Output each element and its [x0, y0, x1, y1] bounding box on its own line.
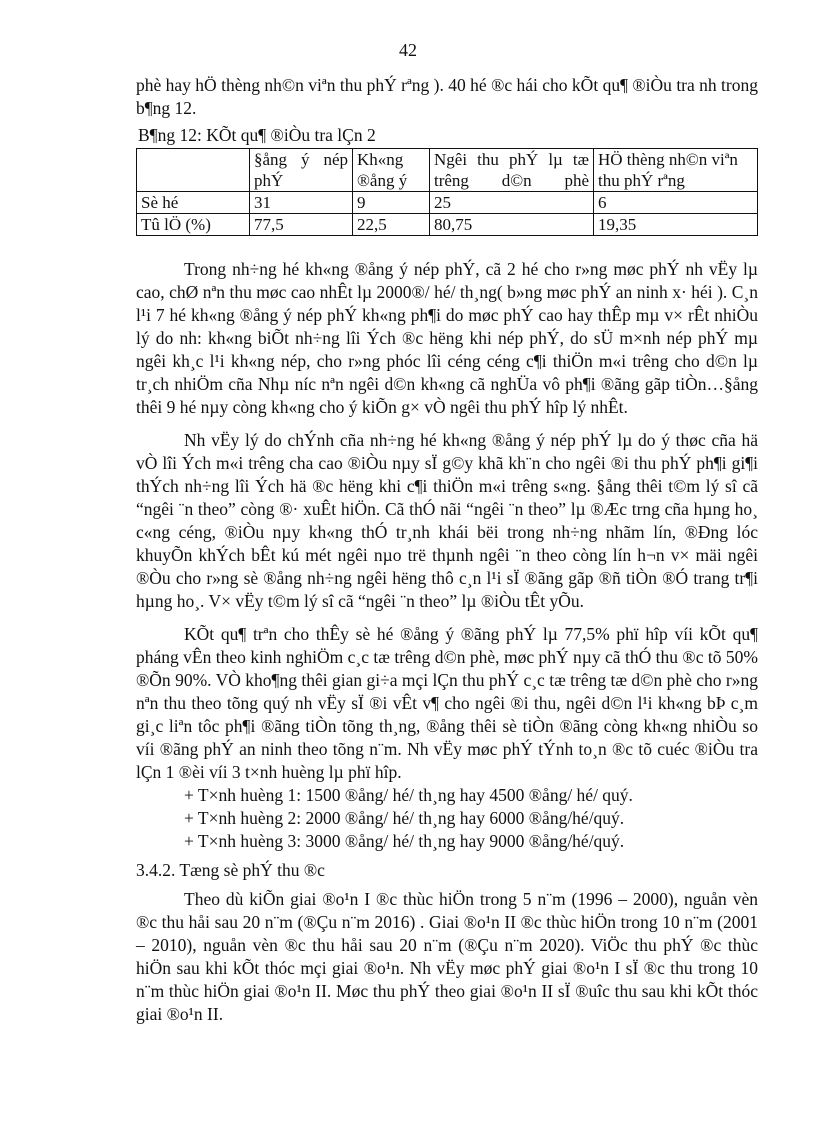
- table-cell: 6: [594, 192, 758, 214]
- table-cell: Tû lÖ (%): [137, 214, 250, 236]
- table-cell: 80,75: [430, 214, 594, 236]
- table-header-cell: Kh«ng ®ång ý: [353, 149, 430, 192]
- table-cell: 77,5: [250, 214, 353, 236]
- body-paragraph: KÕt qu¶ trªn cho thÊy sè hé ®ång ý ®ãng phÝ lµ 77,5% phï hîp víi kÕt qu¶ pháng vÊn theo kinh nghiÖm c¸c tæ trêng d©n phè, møc phÝ nµy cã thÓ thu ®c tõ 50% ®Õn 90%. VÒ kho¶ng thêi gian gi÷a mçi lÇn thu phÝ c¸c tæ trêng tæ d©n phè cho r»ng nªn thu theo tõng quý nh vËy sÏ ®i vÊt v¶ cho ngêi ®i thu, ngêi d©n l¹i kh«ng bÞ c¸m gi¸c liªn tôc ph¶i ®ãng tiÒn tõng th¸ng, ®ång thêi sè tiÒn ®ãng còng kh«ng nhiÒu so víi ®ãng phÝ an ninh theo tõng n¨m. Nh vËy møc phÝ tÝnh to¸n ®c tõ cuéc ®iÒu tra lÇn 1 ®èi víi 3 t×nh huèng lµ phï hîp.: [136, 624, 758, 782]
- list-item: + T×nh huèng 2: 2000 ®ång/ hé/ th¸ng hay 6000 ®ång/hé/quý.: [184, 808, 625, 828]
- table-row: [137, 192, 758, 214]
- table-row: [137, 214, 758, 236]
- table-header-cell: HÖ thèng nh©n viªn thu phÝ rªng: [594, 149, 758, 192]
- table-cell: 19,35: [594, 214, 758, 236]
- list-item: + T×nh huèng 1: 1500 ®ång/ hé/ th¸ng hay 4500 ®ång/ hé/ quý.: [184, 785, 633, 805]
- table-cell: 31: [250, 192, 353, 214]
- document-body: [136, 74, 758, 1026]
- table-header-cell: §ång ý nép phÝ: [250, 149, 353, 192]
- table-cell: 9: [353, 192, 430, 214]
- section-heading: 3.4.2. Tæng sè phÝ thu ®c: [136, 860, 325, 880]
- body-paragraph: Nh vËy lý do chÝnh cña nh÷ng hé kh«ng ®ång ý nép phÝ lµ do ý thøc cña hä vÒ lîi Ých m«i trêng cha cao ®iÒu nµy sÏ g©y khã kh¨n cho ngêi ®i thu phÝ ph¶i gi¶i thÝch nh÷ng lîi Ých hä ®c hëng khi c¶i thiÖn m«i trêng s«ng. §ång thêi t©m lý sî cã “ngêi ¨n theo” còng ®· xuÊt hiÖn. Cã thÓ nãi “ngêi ¨n theo” lµ ®Æc trng cña hµng ho¸ c«ng céng, ®iÒu nµy kh«ng thÓ tr¸nh khái bëi trong nh÷ng nhãm lín, ®Ðng lóc khuyÕn khÝch bÊt kú mét ngêi nµo trë thµnh ngêi ¨n theo còng lín h¬n v× mäi ngêi ®Òu cho r»ng sè ®ång nh÷ng ngêi hëng thô c¸n l¹i sÏ ®ãng gãp ®ñ tiÒn ®Ó trang tr¶i hµng ho¸. V× vËy t©m lý sî cã “ngêi ¨n theo” lµ ®iÒu tÊt yÕu.: [136, 430, 758, 611]
- table-header-cell: Ngêi thu phÝ lµ tæ trêng d©n phè: [430, 149, 594, 192]
- table-cell: 22,5: [353, 214, 430, 236]
- table-header-cell: [137, 149, 250, 192]
- table-cell: Sè hé: [137, 192, 250, 214]
- table-header-row: [137, 149, 758, 192]
- page-number: 42: [399, 40, 417, 60]
- list-item: + T×nh huèng 3: 3000 ®ång/ hé/ th¸ng hay 9000 ®ång/hé/quý.: [184, 831, 625, 851]
- table-caption: B¶ng 12: KÕt qu¶ ®iÒu tra lÇn 2: [138, 125, 376, 145]
- body-paragraph: Theo dù kiÕn giai ®o¹n I ®c thùc hiÖn trong 5 n¨m (1996 – 2000), nguån vèn ®c thu håi sau 20 n¨m (®Çu n¨m 2016) . Giai ®o¹n II ®c thùc hiÖn trong 10 n¨m (2001 – 2010), nguån vèn ®c thu håi sau 20 n¨m (®Çu n¨m 2020). ViÖc thu phÝ ®c thùc hiÖn sau khi kÕt thóc mçi giai ®o¹n. Nh vËy møc phÝ giai ®o¹n I sÏ ®c thu trong 10 n¨m thùc hiÖn giai ®o¹n II. Møc thu phÝ theo giai ®o¹n II sÏ ®uîc thu sau khi kÕt thóc giai ®o¹n II.: [136, 889, 758, 1024]
- body-paragraph: Trong nh÷ng hé kh«ng ®ång ý nép phÝ, cã 2 hé cho r»ng møc phÝ nh vËy lµ cao, chØ nªn thu møc cao nhÊt lµ 2000®/ hé/ th¸ng( b»ng møc phÝ an ninh x· héi ). C¸n l¹i 7 hé kh«ng ®ång ý nép phÝ kh«ng ph¶i do møc phÝ cao hay thÊp mµ v× rÊt nhiÒu lý do nh: kh«ng biÕt nh÷ng lîi Ých ®c hëng khi nép phÝ, do sÜ m×nh nép phÝ mµ ngêi kh¸c l¹i kh«ng nép, cho r»ng phóc lîi céng céng c¶i thiÖn m«i trêng cho d©n lµ tr¸ch nhiÖm cña Nhµ níc nªn ngêi d©n kh«ng cã nghÜa vô ph¶i ®ãng gãp tiÒn…§ång thêi 9 hé nµy còng kh«ng cho ý kiÕn g× vÒ ngêi thu phÝ hîp lý nhÊt.: [136, 259, 758, 417]
- survey-results-table: [136, 148, 758, 236]
- intro-paragraph: phè hay hÖ thèng nh©n viªn thu phÝ rªng ). 40 hé ®c hái cho kÕt qu¶ ®iÒu tra nh trong b¶ng 12.: [136, 75, 758, 118]
- table-cell: 25: [430, 192, 594, 214]
